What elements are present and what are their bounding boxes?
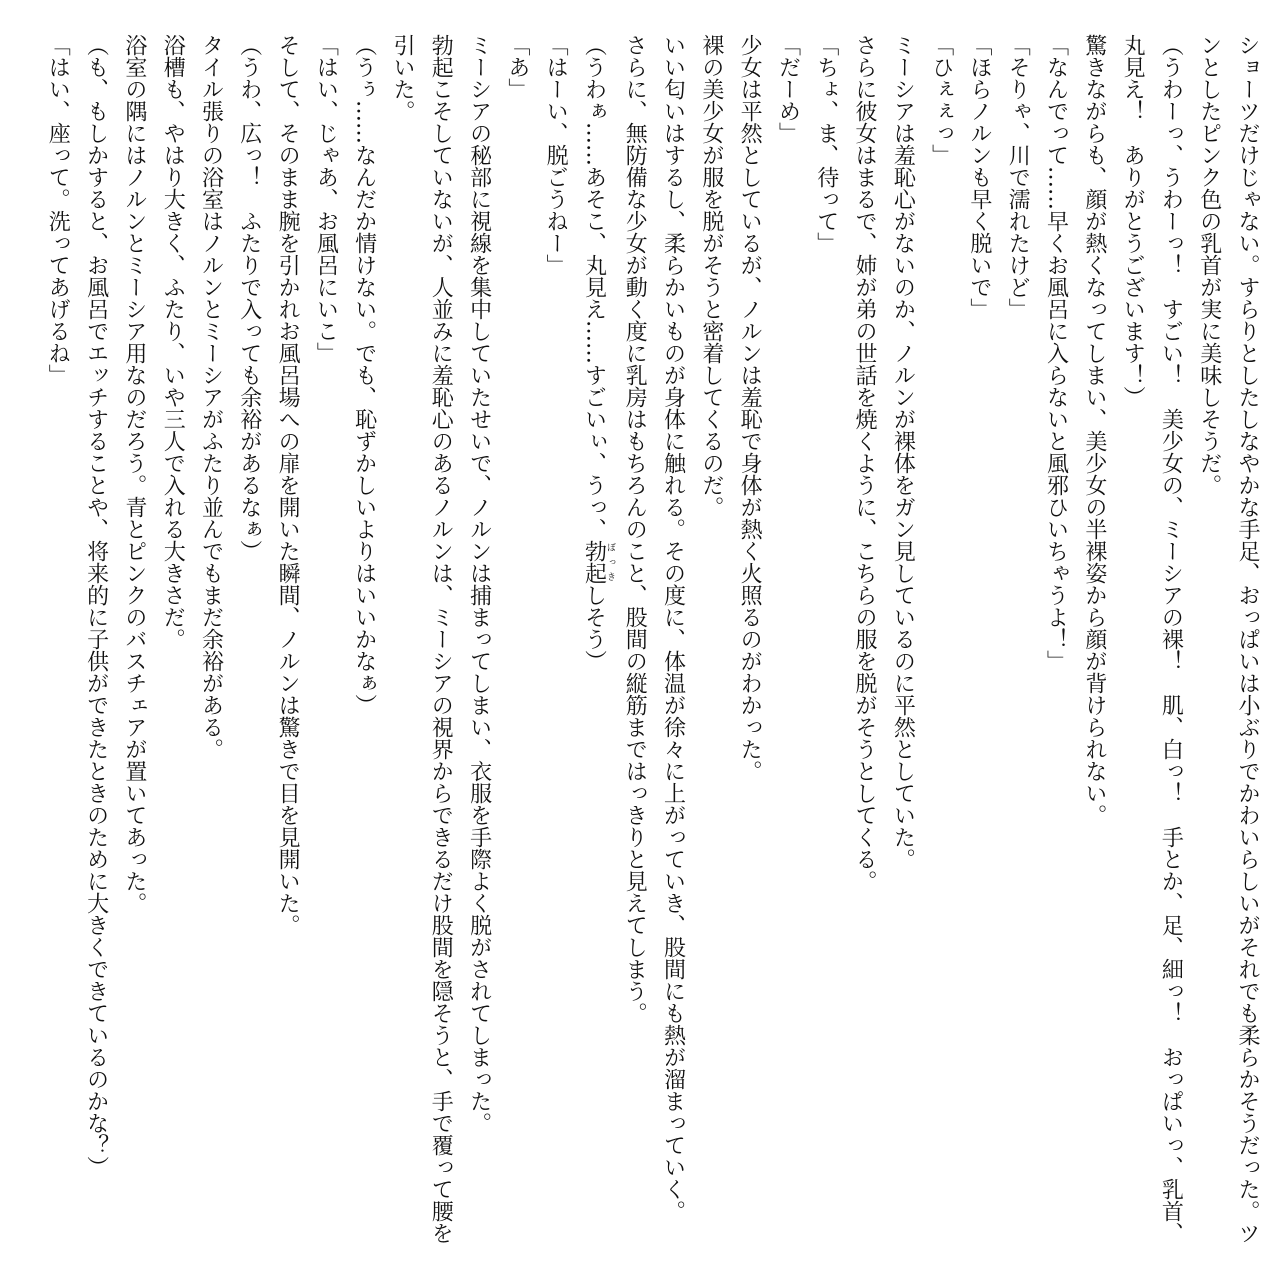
paragraph-with-ruby: （うわぁ……あそこ、丸見え……すごいぃ、うっ、勃起ぼっきしそう） bbox=[581, 34, 615, 672]
paragraph: 勃起こそしていないが、人並みに羞恥心のあるノルンは、ミーシアの視界からできるだけ股間を隠そうと、手で覆って腰を引いた。 bbox=[389, 34, 454, 1244]
paragraph: 「そりゃ、川で濡れたけど」 bbox=[1005, 34, 1031, 320]
paragraph: （うわーっ、うわーっ！ すごい！ 美少女の、ミーシアの裸！ 肌、白っ！ 手とか、足、細っ！ おっぱいっ、乳首、丸見え！ ありがとうございます！） bbox=[1120, 34, 1184, 1244]
ruby-base: 勃起 bbox=[581, 540, 607, 584]
paragraph: 驚きながらも、顔が熱くなってしまい、美少女の半裸姿から顔が背けられない。 bbox=[1081, 34, 1107, 826]
ruby-annotation bbox=[581, 540, 615, 584]
paragraph: 「はーい、脱ごうねー」 bbox=[543, 34, 569, 276]
paragraph: ミーシアの秘部に視線を集中していたせいで、ノルンは捕まってしまい、衣服を手際よく脱がされてしまった。 bbox=[466, 34, 492, 1134]
ruby-reading: ぼっき bbox=[604, 540, 615, 584]
paragraph: 「ひぇぇっ」 bbox=[928, 34, 954, 166]
paragraph: そして、そのまま腕を引かれお風呂場への扉を開いた瞬間、ノルンは驚きで目を見開いた。 bbox=[275, 34, 301, 936]
paragraph: 「ほらノルンも早く脱いで」 bbox=[966, 34, 992, 320]
paragraph: ショーツだけじゃない。すらりとしたしなやかな手足、おっぱいは小ぶりでかわいらしいがそれでも柔らかそうだった。ツンとしたピンク色の乳首が実に美味しそうだ。 bbox=[1196, 34, 1260, 1244]
paragraph: 少女は平然としているが、ノルンは羞恥で身体が熱く火照るのがわかった。 bbox=[737, 34, 763, 782]
paragraph: ミーシアは羞恥心がないのか、ノルンが裸体をガン見しているのに平然としていた。 bbox=[890, 34, 916, 870]
paragraph: 「だーめ」 bbox=[775, 34, 801, 144]
paragraph: （うぅ……なんだか情けない。でも、恥ずかしいよりはいいかなぁ） bbox=[351, 34, 377, 716]
paragraph: 「はい、じゃあ、お風呂にいこ」 bbox=[313, 34, 339, 364]
paragraph: 「あ」 bbox=[504, 34, 530, 100]
paragraph: （も、もしかすると、お風呂でエッチすることや、将来的に子供ができたときのために大きくできているのかな？） bbox=[83, 34, 109, 1178]
vertical-text-body bbox=[26, 34, 1266, 1264]
paragraph: タイル張りの浴室はノルンとミーシアがふたり並んでもまだ余裕がある。 bbox=[198, 34, 224, 760]
paragraph: 裸の美少女が服を脱がそうと密着してくるのだ。 bbox=[698, 34, 724, 518]
paragraph: 浴室の隅にはノルンとミーシア用なのだろう。青とピンクのバスチェアが置いてあった。 bbox=[121, 34, 147, 914]
paragraph: 「ちょ、ま、待って」 bbox=[813, 34, 839, 254]
paragraph: 浴槽も、やはり大きく、ふたり、いや三人で入れる大きさだ。 bbox=[160, 34, 186, 650]
paragraph: さらに彼女はまるで、姉が弟の世話を焼くように、こちらの服を脱がそうとしてくる。 bbox=[852, 34, 878, 892]
paragraph: 「はい、座って。洗ってあげるね」 bbox=[45, 34, 71, 386]
paragraph: （うわ、広っ！ ふたりで入っても余裕があるなぁ） bbox=[236, 34, 262, 562]
paragraph: 「なんでって……早くお風呂に入らないと風邪ひいちゃうよ！」 bbox=[1043, 34, 1069, 672]
paragraph: いい匂いはするし、柔らかいものが身体に触れる。その度に、体温が徐々に上がっていき、股間にも熱が溜まっていく。 bbox=[660, 34, 686, 1222]
paragraph: さらに、無防備な少女が動く度に乳房はもちろんのこと、股間の縦筋まではっきりと見えてしまう。 bbox=[622, 34, 648, 1024]
